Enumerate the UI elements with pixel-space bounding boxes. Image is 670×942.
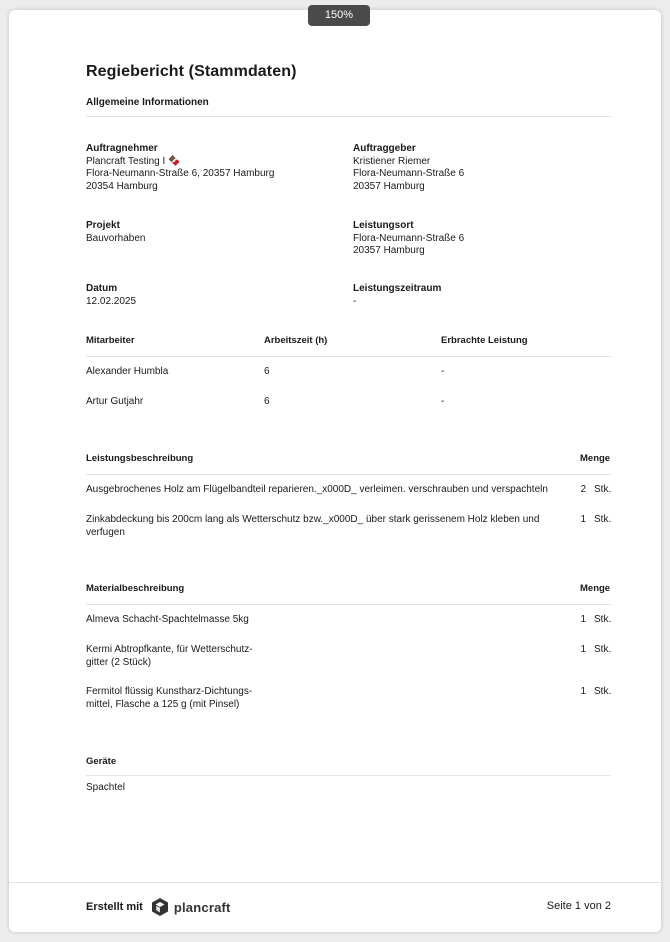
- client-name: Kristiener Riemer: [353, 155, 431, 167]
- contractor-address: Flora-Neumann-Straße 6, 20357 Hamburg: [86, 168, 275, 179]
- contractor-label: Auftragnehmer: [86, 143, 158, 154]
- contractor-name: Plancraft Testing I 🍫: [86, 155, 181, 167]
- equipment-value: Spachtel: [86, 782, 125, 793]
- staff-service: -: [441, 396, 445, 407]
- plancraft-logo[interactable]: [151, 897, 231, 917]
- materials-header-desc: Materialbeschreibung: [86, 583, 185, 594]
- equipment-label: Geräte: [86, 756, 117, 767]
- material-description: Kermi Abtropfkante, für Wetterschutz-gitter (2 Stück): [86, 644, 253, 668]
- materials-header-qty: Menge: [580, 583, 611, 594]
- divider: [86, 604, 611, 605]
- service-description: Zinkabdeckung bis 200cm lang als Wetterschutz bzw._x000D_ über stark gerissenem Holz kleben und verfugen: [86, 514, 540, 538]
- staff-hours: 6: [264, 396, 270, 407]
- client-city: 20357 Hamburg: [353, 180, 425, 192]
- staff-hours: 6: [264, 366, 270, 377]
- service-unit: Stk.: [594, 484, 612, 495]
- location-street: Flora-Neumann-Straße 6: [353, 232, 465, 244]
- project-label: Projekt: [86, 220, 120, 231]
- made-with-label: Erstellt mit: [86, 901, 143, 913]
- client-label: Auftraggeber: [353, 143, 416, 154]
- staff-service: -: [441, 366, 445, 377]
- services-header-qty: Menge: [580, 453, 611, 464]
- divider: [86, 775, 611, 776]
- material-unit: Stk.: [594, 614, 612, 625]
- period-label: Leistungszeitraum: [353, 283, 442, 294]
- material-quantity: 1: [580, 614, 586, 625]
- date-block: [86, 283, 136, 308]
- client-block: [353, 143, 464, 193]
- divider: [86, 356, 611, 357]
- general-info-heading: Allgemeine Informationen: [86, 97, 209, 108]
- contractor-block: [86, 143, 274, 193]
- material-quantity: 1: [580, 686, 586, 697]
- project-name: Bauvorhaben: [86, 232, 146, 244]
- footer-divider: [9, 882, 661, 883]
- location-city: 20357 Hamburg: [353, 245, 425, 256]
- contractor-city: 20354 Hamburg: [86, 180, 158, 192]
- zoom-level-badge[interactable]: 150%: [308, 5, 370, 26]
- services-header-desc: Leistungsbeschreibung: [86, 453, 194, 464]
- staff-name: Alexander Humbla: [86, 366, 169, 377]
- material-description: Fermitol flüssig Kunstharz-Dichtungs-mittel, Flasche a 125 g (mit Pinsel): [86, 686, 253, 710]
- staff-header-name: Mitarbeiter: [86, 335, 135, 346]
- material-quantity: 1: [580, 644, 586, 655]
- divider: [86, 116, 611, 117]
- date-value: 12.02.2025: [86, 295, 137, 307]
- material-description: Almeva Schacht-Spachtelmasse 5kg: [86, 614, 249, 625]
- page-title: Regiebericht (Stammdaten): [86, 63, 297, 80]
- footer-credit: [86, 897, 231, 917]
- service-quantity: 1: [580, 514, 586, 525]
- location-label: Leistungsort: [353, 220, 414, 231]
- staff-header-hours: Arbeitszeit (h): [264, 335, 328, 346]
- project-block: [86, 220, 146, 245]
- service-description: Ausgebrochenes Holz am Flügelbandteil reparieren._x000D_ verleimen. verschrauben und verspachteln: [86, 484, 548, 495]
- service-unit: Stk.: [594, 514, 612, 525]
- document-page: [9, 10, 661, 932]
- divider: [86, 474, 611, 475]
- staff-header-service: Erbrachte Leistung: [441, 335, 528, 346]
- material-unit: Stk.: [594, 686, 612, 697]
- staff-name: Artur Gutjahr: [86, 396, 144, 407]
- page-number: Seite 1 von 2: [546, 900, 611, 912]
- period-block: [353, 283, 441, 308]
- material-unit: Stk.: [594, 644, 612, 655]
- location-block: [353, 220, 464, 258]
- date-label: Datum: [86, 283, 118, 294]
- plancraft-brand-text: plancraft: [173, 899, 231, 915]
- plancraft-cube-icon: [151, 897, 169, 917]
- service-quantity: 2: [580, 484, 586, 495]
- period-value: -: [353, 295, 357, 307]
- client-street: Flora-Neumann-Straße 6: [353, 168, 465, 179]
